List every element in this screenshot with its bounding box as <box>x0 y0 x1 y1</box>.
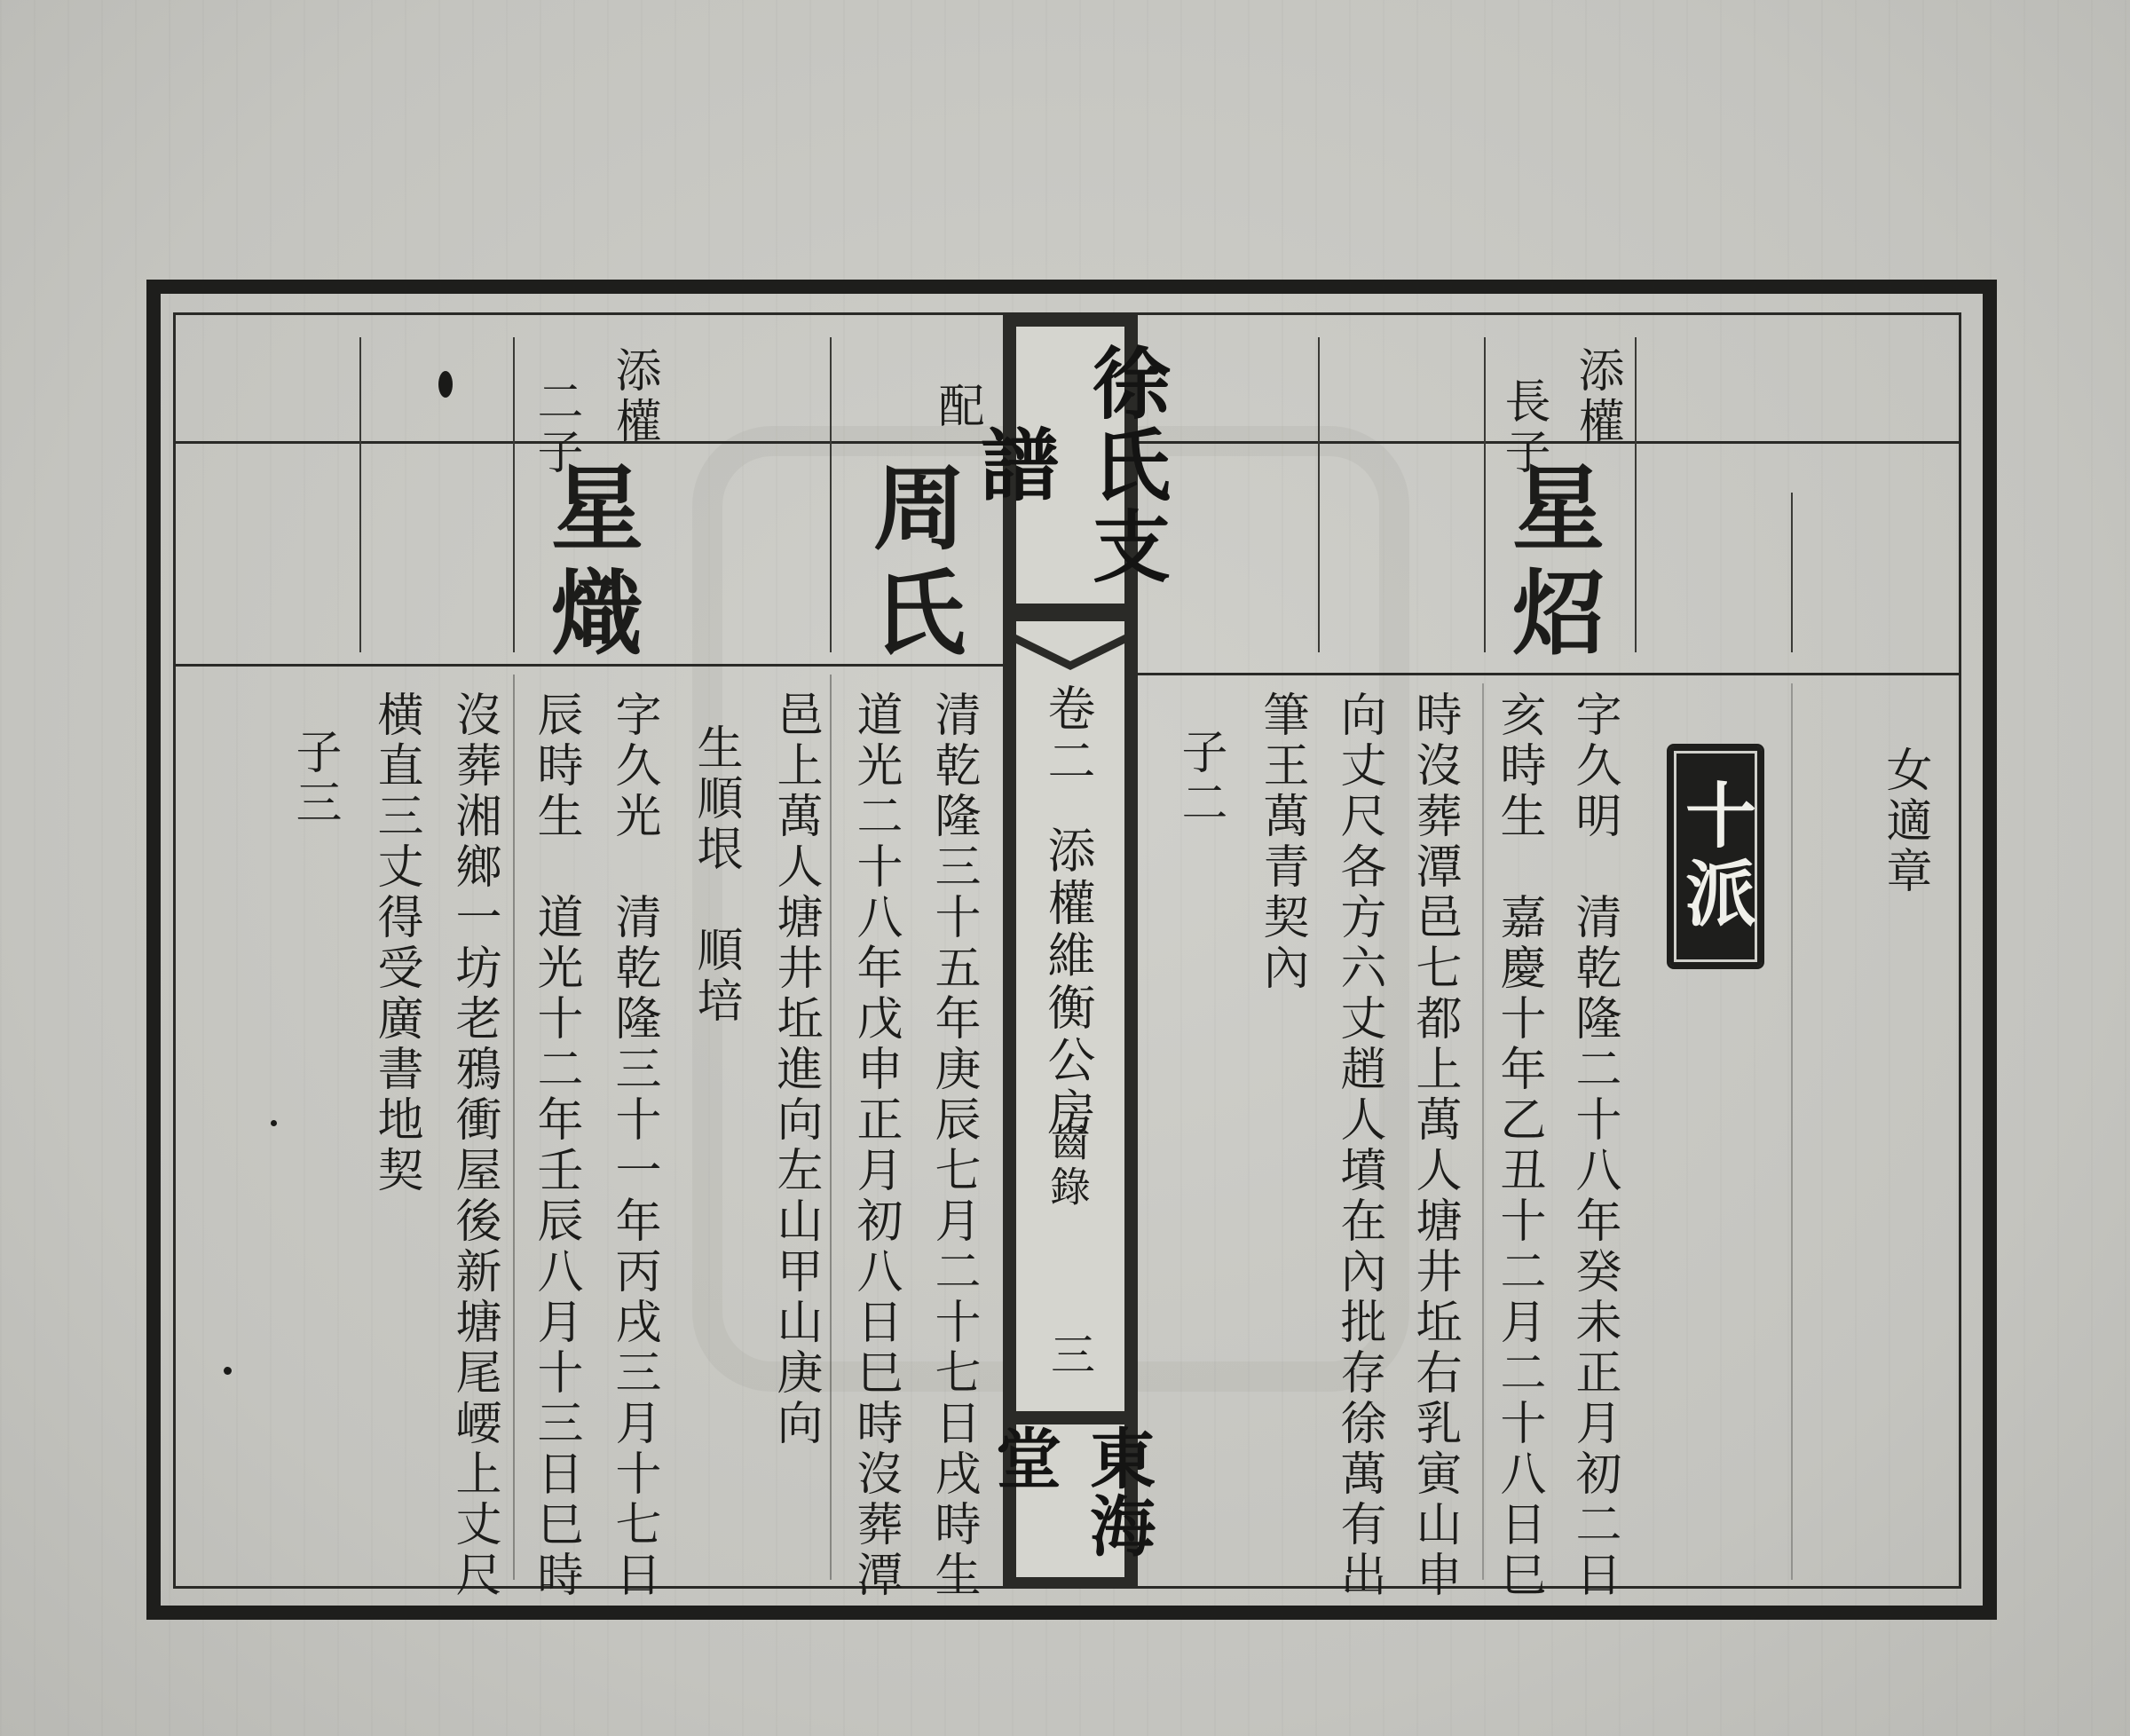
column-guide <box>1482 683 1484 1580</box>
right-father-name: 添權 <box>1570 346 1623 447</box>
left-father-name: 添權 <box>607 346 660 447</box>
book-title <box>1016 327 1124 604</box>
right-bio-line: 字久明 清乾隆二十八年癸未正月初二日 <box>1567 690 1621 1601</box>
left-header-rule <box>176 441 1003 444</box>
ink-speck <box>224 1367 232 1375</box>
column-guide <box>513 337 515 652</box>
right-bio-line: 筆王萬青契內 <box>1255 690 1308 994</box>
fish-tail-mark <box>1016 635 1124 670</box>
spouse-line: 道光二十八年戊申正月初八日巳時沒葬潭 <box>848 690 902 1601</box>
right-bio-line: 亥時生 嘉慶十年乙丑十二月二十八日巳 <box>1492 690 1545 1601</box>
daughter-note: 女適章 <box>1878 746 1931 897</box>
right-children: 子二 <box>1173 728 1227 829</box>
section-label: 齒錄 <box>1044 1120 1092 1211</box>
spouse-line: 邑上萬人塘井坵進向左山甲山庚向 <box>769 690 822 1449</box>
column-guide <box>830 337 832 652</box>
column-guide <box>513 675 515 1580</box>
column-guide <box>1484 337 1486 652</box>
right-bio-line: 向丈尺各方六丈趙人墳在內批存徐萬有出 <box>1332 690 1385 1601</box>
left-rank: 二子 <box>529 377 582 478</box>
column-guide <box>1635 337 1637 652</box>
right-header-rule <box>1138 441 1961 444</box>
spouse-label: 配 <box>930 382 983 432</box>
generation-badge: 十派 <box>1667 744 1764 969</box>
left-bio-line: 横直三丈得受廣書地契 <box>369 690 422 1196</box>
column-guide <box>1318 337 1320 652</box>
branch-label: 添權維衡公房 <box>1040 825 1096 1140</box>
column-guide <box>1791 683 1793 1580</box>
left-person-name: 星熾 <box>535 460 644 669</box>
ink-mark <box>438 371 453 398</box>
volume-label: 卷二 <box>1040 683 1096 788</box>
spouse-children: 生順垠 順培 <box>689 723 742 1027</box>
left-bio-line: 沒葬湘鄉一坊老鴉衝屋後新塘尾崾上丈尺 <box>447 690 501 1601</box>
page-number: 三 <box>1044 1331 1095 1380</box>
column-guide <box>359 337 361 652</box>
left-children: 子三 <box>288 728 341 829</box>
left-bio-line: 字久光 清乾隆三十一年丙戌三月十七日 <box>607 690 660 1601</box>
right-rank: 長子 <box>1496 377 1550 478</box>
column-guide <box>830 675 832 1580</box>
spouse-line: 清乾隆三十五年庚辰七月二十七日戌時生 <box>927 690 980 1601</box>
column-guide <box>1791 493 1793 652</box>
left-bio-line: 辰時生 道光十二年壬辰八月十三日巳時 <box>529 690 582 1601</box>
hall-name: 東海堂 <box>1016 1424 1124 1577</box>
spouse-name: 周氏 <box>857 460 966 669</box>
ink-speck <box>271 1120 277 1126</box>
right-person-name: 星炤 <box>1496 460 1605 669</box>
right-name-rule <box>1138 673 1961 675</box>
right-bio-line: 時沒葬潭邑七都上萬人塘井坵右乳寅山申 <box>1408 690 1461 1601</box>
